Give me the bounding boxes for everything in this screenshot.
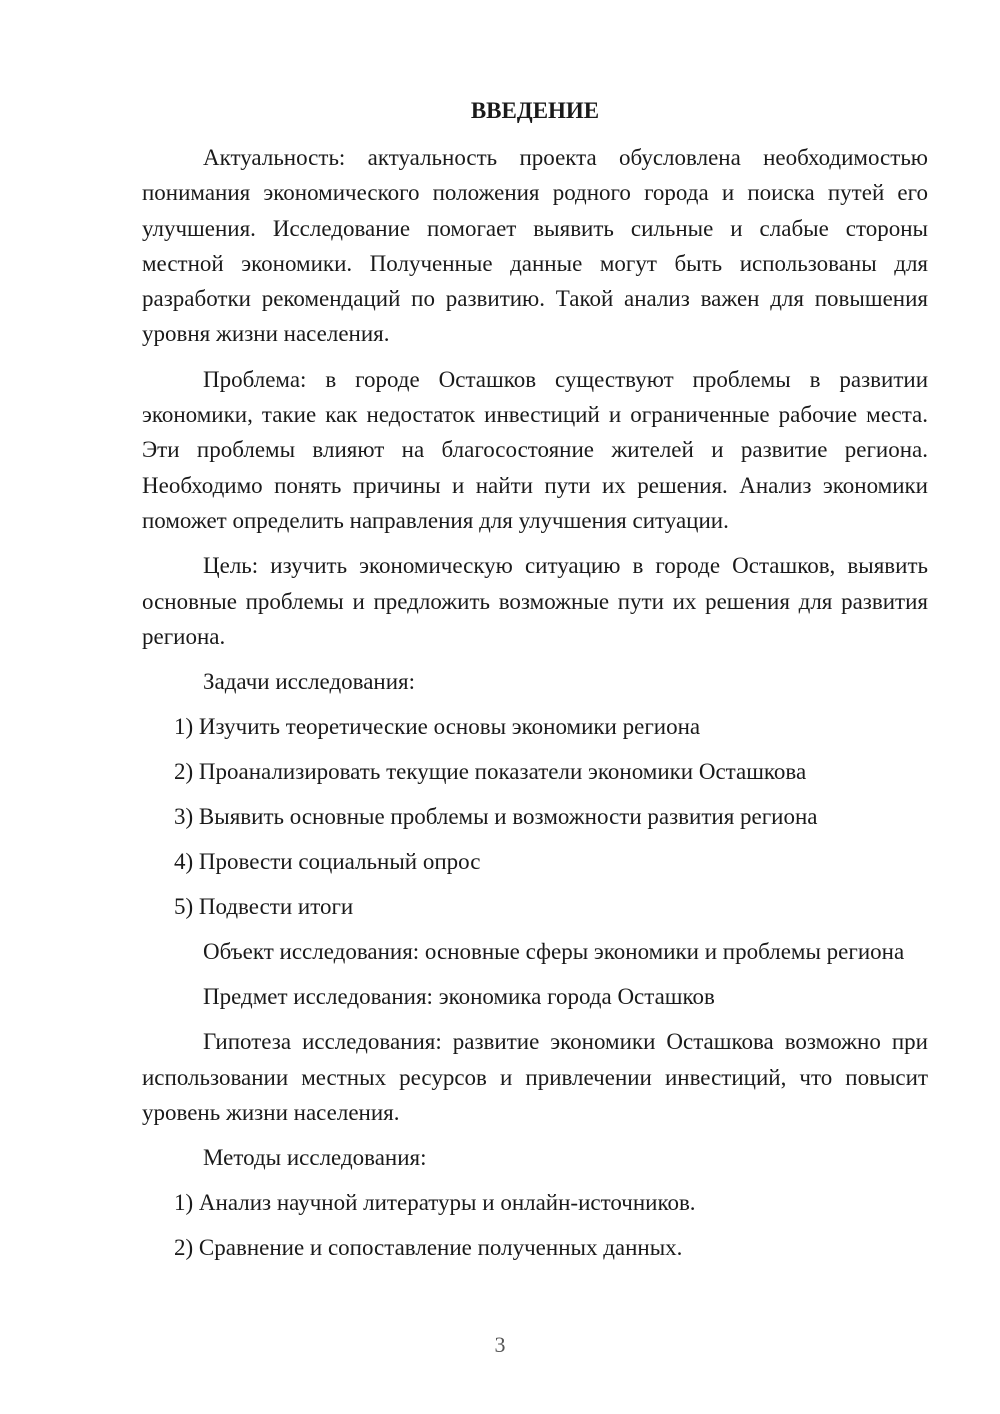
list-item: 2) Проанализировать текущие показатели экономики Осташкова [174,759,807,785]
tasks-list [142,709,928,924]
list-item: 1) Анализ научной литературы и онлайн-источников. [174,1190,696,1216]
subject-line: Предмет исследования: экономика города Осташков [203,984,715,1010]
tasks-label: Задачи исследования: [203,669,416,695]
list-item: 3) Выявить основные проблемы и возможности развития региона [174,804,818,830]
list-item: 2) Сравнение и сопоставление полученных данных. [174,1235,683,1261]
goal-paragraph: Цель: изучить экономическую ситуацию в городе Осташков, выявить основные проблемы и предложить возможные пути их решения для развития региона. [142,553,928,649]
methods-label: Методы исследования: [203,1145,427,1171]
list-item: 4) Провести социальный опрос [174,849,481,875]
list-item: 5) Подвести итоги [174,894,354,920]
methods-list [142,1185,928,1265]
list-item: 1) Изучить теоретические основы экономики региона [174,714,701,740]
page-number: 3 [494,1332,506,1357]
section-title: ВВЕДЕНИЕ [470,98,600,123]
document-page [142,93,928,1275]
problem-paragraph: Проблема: в городе Осташков существуют проблемы в развитии экономики, такие как недостаток инвестиций и ограниченные рабочие места. Эти проблемы влияют на благосостояние жителей и развитие региона. Необходимо понять причины и найти пути их решения. Анализ экономики поможет определить направления для улучшения ситуации. [142,366,928,533]
object-paragraph: Объект исследования: основные сферы экономики и проблемы региона [203,939,905,965]
hypothesis-paragraph: Гипотеза исследования: развитие экономики Осташкова возможно при использовании местных ресурсов и привлечении инвестиций, что повысит уровень жизни населения. [142,1029,928,1126]
relevance-paragraph: Актуальность: актуальность проекта обусловлена необходимостью понимания экономического положения родного города и поиска путей его улучшения. Исследование помогает выявить сильные и слабые стороны местной экономики. Полученные данные могут быть использованы для разработки рекомендаций по развитию. Такой анализ важен для повышения уровня жизни населения. [142,145,928,347]
